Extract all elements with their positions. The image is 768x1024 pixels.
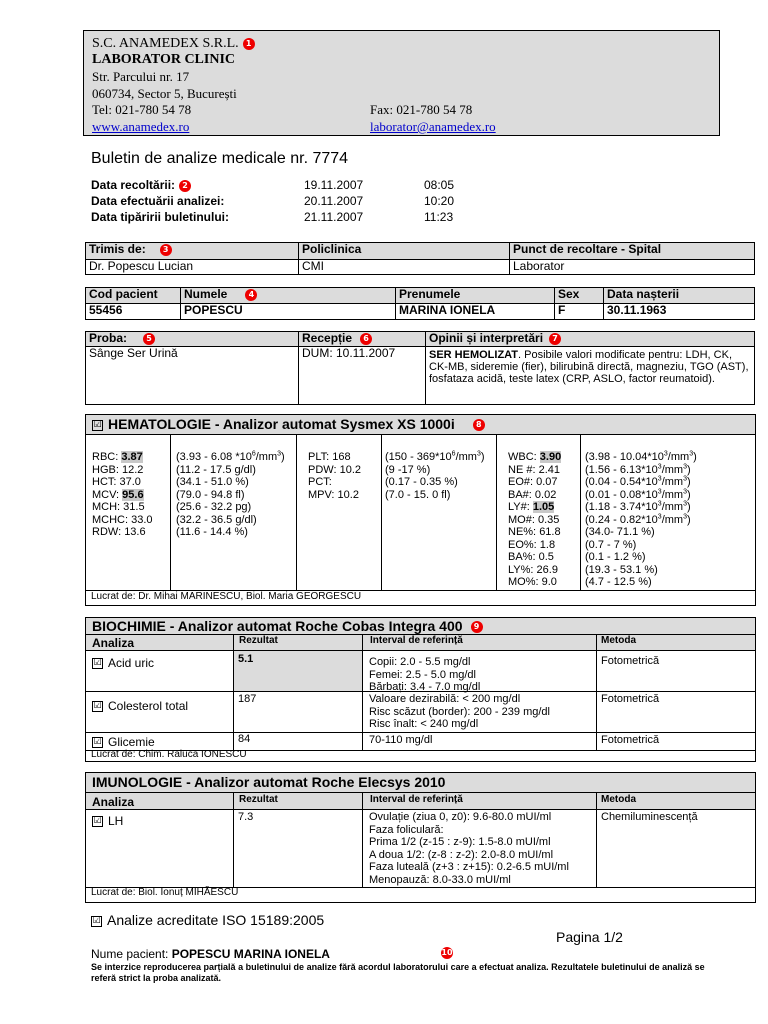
uric-acid-method: Fotometrică [601,655,660,667]
hematology-worked-by: Lucrat de: Dr. Mihai MARINESCU, Biol. Maria GEORGESCU [91,591,362,602]
bio-header-interval: Interval de referință [370,635,463,646]
uric-acid-ref: Copii: 2.0 - 5.5 mg/dl Femei: 2.5 - 5.0 mg/dl Bărbați: 3.4 - 7.0 mg/dl [369,656,481,693]
patient-code-value: 55456 [86,304,181,320]
hema-param-ba#: BA#: 0.02 [508,488,557,501]
bio-header-method: Metoda [601,635,636,646]
biochemistry-title-bar: BIOCHIMIE - Analizor automat Roche Cobas Integra 400 9 [86,618,755,635]
first-name-value: MARINA IONELA [396,304,555,320]
hema-param-mchc: MCHC: 33.0 [92,513,153,526]
hema-ref: (0.7 - 7 %) [585,538,637,551]
glucose-value: 84 [238,733,251,745]
bio-header-result: Rezultat [239,635,278,646]
email-link[interactable]: laborator@anamedex.ro [370,119,496,134]
hema-param-ly%: LY%: 26.9 [508,563,558,576]
header-birth-date: Data nașterii [604,288,755,304]
page-number: Pagina 1/2 [556,929,623,945]
hema-ref: (0.17 - 0.35 %) [385,476,458,488]
date-print-value: 21.11.2007 [304,210,364,224]
polyclinic-value: CMI [299,260,510,275]
header-patient-code: Cod pacient [86,288,181,304]
hematology-section [85,414,756,606]
lh-ref: Ovulație (ziua 0, z0): 9.6-80.0 mUI/ml Faza foliculară: Prima 1/2 (z-15 : z-9): 1.5-8.0 mUI/ml A doua 1/2: (z-8 : z-2): 2.0-8.0 mUI/ml Faza luteală (z+3 : z+15): 0.2-6.5 mUI/ml Menopauză: 8.0-33.0 mUI/ml [369,811,569,886]
cholesterol-method: Fotometrică [601,693,660,705]
date-print-label: Data tipăririi buletinului: [91,210,230,224]
hema-param-mo#: MO#: 0.35 [508,513,560,526]
hema-ref: (11.2 - 17.5 g/dl) [176,463,256,476]
hematology-col2-refs [385,451,485,501]
checkbox-icon: ☑ [92,915,101,926]
hema-ref: (11.6 - 14.4 %) [176,526,248,538]
glucose-ref: 70-110 mg/dl [369,734,433,746]
hema-param-rdw: RDW: 13.6 [92,526,146,538]
header-sent-by: Trimis de: 3 [86,243,299,260]
hema-param-mcv: MCV: 95.6 [92,488,144,501]
immunology-section [85,772,756,903]
date-collection-label: Data recoltării: 2 [91,179,191,192]
date-analysis-value: 20.11.2007 [304,194,364,208]
bio-row-cholesterol: ☑ Colesterol total [93,699,189,713]
hema-param-pct: PCT: [308,476,332,488]
company-name: S.C. ANAMEDEX S.R.L. [92,36,239,51]
bio-row-glucose: ☑ Glicemie [93,735,155,749]
time-collection-value: 08:05 [424,178,455,192]
immunology-title-bar: IMUNOLOGIE - Analizor automat Roche Elecsys 2010 [86,773,755,793]
hema-ref: (4.7 - 12.5 %) [585,576,652,588]
checkbox-icon: ☑ [93,419,102,430]
hema-param-ne%: NE%: 61.8 [508,526,561,538]
city-address: 060734, Sector 5, București [92,86,237,101]
marker-1: 1 [243,38,255,50]
lh-method: Chemiluminescență [601,811,698,823]
checkbox-icon: ☑ [93,658,102,669]
hema-ref: $(3.98 - 10.04*10^3/mm^3)$ [585,450,697,463]
marker-3: 3 [160,244,172,256]
sex-value: F [555,304,604,320]
date-collection-value: 19.11.2007 [304,178,364,192]
cholesterol-ref: Valoare dezirabilă: < 200 mg/dl Risc scăzut (border): 200 - 239 mg/dl Risc înalt: < 240 mg/dl [369,693,550,730]
report-title: Buletin de analize medicale nr. 7774 [91,150,349,167]
biochemistry-section [85,617,756,762]
biochemistry-table [86,635,755,761]
bio-header-analysis: Analiza [92,636,135,650]
hema-ref: $(0.24 - 0.82*10^3/mm^3)$ [585,512,691,526]
hematology-col1-refs [176,451,285,539]
hema-param-hgb: HGB: 12.2 [92,463,144,476]
uric-acid-value: 5.1 [238,653,254,665]
hematology-col2-names [308,451,361,501]
immunology-worked-by: Lucrat de: Biol. Ionuț MIHĂESCU [91,887,239,898]
marker-10: 10 [441,948,453,957]
marker-4: 4 [245,289,257,301]
hema-param-eo%: EO%: 1.8 [508,538,556,551]
checkbox-icon: ☑ [93,737,102,748]
hema-param-mpv: MPV: 10.2 [308,488,359,501]
biochemistry-worked-by: Lucrat de: Chim. Raluca IONESCU [91,749,247,760]
hema-param-mo%: MO%: 9.0 [508,576,557,588]
sample-value: Sânge Ser Urină [86,347,299,405]
hema-param-ly#: LY#: 1.05 [508,501,555,513]
hema-param-hct: HCT: 37.0 [92,476,141,488]
marker-2: 2 [179,180,191,192]
hema-ref: (19.3 - 53.1 %) [585,563,658,576]
hematology-col3-refs [585,451,697,589]
marker-9: 9 [471,621,483,633]
marker-6: 6 [360,333,372,345]
hema-ref: $(1.18 - 3.74*10^3/mm^3)$ [585,500,691,513]
header-polyclinic: Policlinica [299,243,510,260]
hema-ref: (0.1 - 1.2 %) [585,551,646,563]
marker-8: 8 [473,419,485,431]
collection-point-value: Laborator [510,260,755,275]
header-reception: Recepție 6 [299,332,426,347]
checkbox-icon: ☑ [93,701,102,712]
time-analysis-value: 10:20 [424,194,455,208]
cholesterol-value: 187 [238,693,257,705]
header-collection-point: Punct de recoltare - Spital [510,243,755,260]
patient-table [85,287,755,320]
hema-ref: $(1.56 - 6.13*10^3/mm^3)$ [585,462,691,476]
fax: Fax: 021-780 54 78 [370,102,473,117]
hema-param-eo#: EO#: 0.07 [508,476,558,488]
header-opinions: Opinii și interpretări 7 [426,332,755,347]
time-print-value: 11:23 [424,210,454,224]
imuno-header-analysis: Analiza [92,795,135,809]
lh-value: 7.3 [238,811,254,823]
patient-name-footer: Nume pacient: POPESCU MARINA IONELA [91,947,330,961]
marker-7: 7 [549,333,561,345]
sender-table [85,242,755,275]
iso-accreditation: ☑ Analize acreditate ISO 15189:2005 [92,912,325,928]
lab-header-box [83,30,720,136]
hematology-col3-names [508,451,561,589]
bio-row-uric-acid: ☑ Acid uric [93,656,155,670]
hematology-title-bar: ☑ HEMATOLOGIE - Analizor automat Sysmex XS 1000i 8 [86,415,755,435]
hema-ref: (25.6 - 32.2 pg) [176,501,252,513]
reception-value: DUM: 10.11.2007 [299,347,426,405]
hema-param-ba%: BA%: 0.5 [508,551,554,563]
hema-ref: (79.0 - 94.8 fl) [176,488,245,501]
last-name-value: POPESCU [181,304,396,320]
header-first-name: Prenumele [396,288,555,304]
hema-param-pdw: PDW: 10.2 [308,463,361,476]
birth-date-value: 30.11.1963 [604,304,755,320]
imuno-header-interval: Interval de referință [370,794,463,805]
imuno-row-lh: ☑ LH [93,814,124,828]
sample-table [85,331,755,405]
telephone: Tel: 021-780 54 78 [92,102,192,117]
street-address: Str. Parcului nr. 17 [92,69,190,84]
website-link[interactable]: www.anamedex.ro [92,119,190,134]
header-sex: Sex [555,288,604,304]
hema-param-plt: PLT: 168 [308,451,351,463]
imuno-header-result: Rezultat [239,794,278,805]
glucose-method: Fotometrică [601,734,660,746]
hema-param-mch: MCH: 31.5 [92,501,145,513]
imuno-header-method: Metoda [601,794,636,805]
immunology-table [86,793,755,902]
hema-ref: $(0.01 - 0.08*10^3/mm^3)$ [585,487,691,501]
checkbox-icon: ☑ [93,816,102,827]
hema-ref: (9 -17 %) [385,463,431,476]
hema-param-ne#: NE #: 2.41 [508,463,560,476]
marker-5: 5 [143,333,155,345]
date-analysis-label: Data efectuării analizei: [91,194,225,208]
hema-ref: (34.0- 71.1 %) [585,526,655,538]
hema-param-wbc: WBC: 3.90 [508,451,562,463]
hematology-col1-names [92,451,153,539]
hema-ref: (3.93 - 6.08 $*10^6/mm^3$) [176,450,285,463]
sent-by-value: Dr. Popescu Lucian [86,260,299,275]
disclaimer: Se interzice reproducerea parțială a buletinului de analize fără acordul laboratorului care a efectuat analiza. Rezultatele buletinului de analiză se referă strict la proba analizată. [91,962,705,983]
opinions-value: SER HEMOLIZAT. Posibile valori modificate pentru: LDH, CK, CK-MB, sideremie (fier), bilirubină directă, magneziu, TGO (AST), fosfataza acidă, teste latex (CRP, ASLO, factor reumatoid). [426,347,755,405]
hema-param-rbc: RBC: 3.87 [92,451,143,463]
header-last-name: Numele 4 [181,288,396,304]
hema-ref: $(0.04 - 0.54*10^3/mm^3)$ [585,475,691,488]
hema-ref: $(150 - 369*10^6/mm^3)$ [385,450,485,463]
lab-name: LABORATOR CLINIC [92,52,236,67]
hema-ref: (32.2 - 36.5 g/dl) [176,513,257,526]
hema-ref: (7.0 - 15. 0 fl) [385,488,451,501]
hema-ref: (34.1 - 51.0 %) [176,476,249,488]
header-sample: Proba: 5 [86,332,299,347]
